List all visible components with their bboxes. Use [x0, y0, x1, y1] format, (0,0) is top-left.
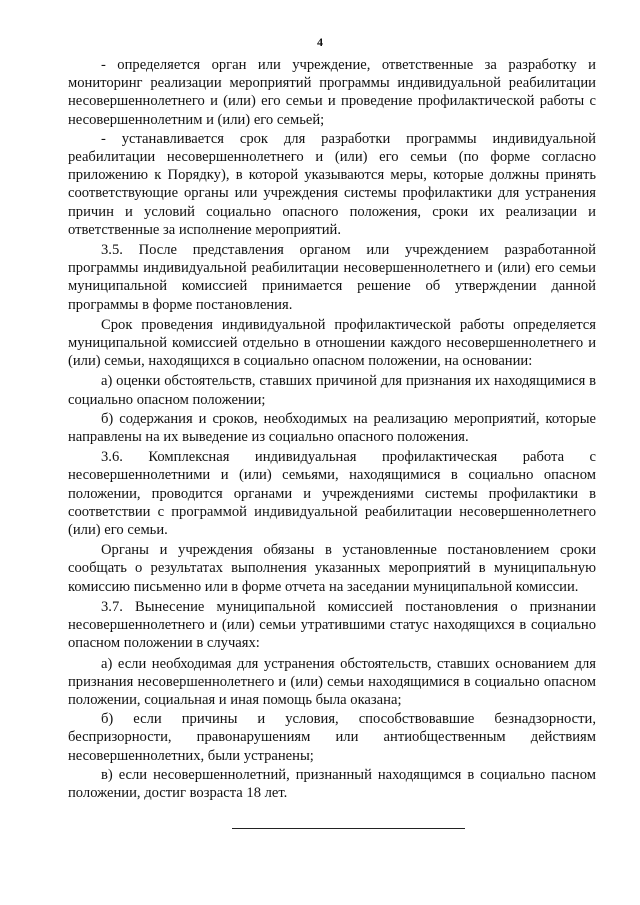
paragraph-work-period: Срок проведения индивидуальной профилактической работы определяется муниципальной комиссией отдельно в отношении каждого несовершеннолетнего и (или) семьи, находящихся в социально опасном положении, на основании: [68, 316, 596, 370]
list-item-b-causes-eliminated: б) если причины и условия, способствовавшие безнадзорности, беспризорности, правонарушениям или антиобщественным действиям несовершеннолетних, были устранены; [68, 711, 596, 764]
page-number: 4 [317, 35, 323, 49]
list-item-b-content-deadlines: б) содержания и сроков, необходимых на реализацию мероприятий, которые направлены на их выведение из социально опасного положения. [68, 410, 596, 446]
paragraph-reporting: Органы и учреждения обязаны в установленные постановлением сроки сообщать о результатах выполнения указанных мероприятий в муниципальную комиссию письменно или в форме отчета на заседании муниципальной комиссии. [68, 542, 596, 595]
paragraph-3-6: 3.6. Комплексная индивидуальная профилактическая работа с несовершеннолетними и (или) семьями, находящимися в социально опасном положении, проводится органами и учреждениями системы профилактики в соответствии с программой индивидуальной реабилитации несовершеннолетнего (или) его семьи. [68, 449, 596, 539]
document-body [68, 56, 596, 802]
list-item-a-assessment: а) оценки обстоятельств, ставших причиной для признания их находящимися в социально опасном положении; [68, 373, 596, 408]
paragraph-3-5: 3.5. После представления органом или учреждением разработанной программы индивидуальной реабилитации несовершеннолетнего и (или) его семьи муниципальной комиссией принимается решение об утверждении данной программы в форме постановления. [68, 242, 596, 313]
list-item-a-help-provided: а) если необходимая для устранения обстоятельств, ставших основанием для признания несовершеннолетнего и (или) семьи находящимися в социально опасном положении, социальная и иная помощь была оказана; [68, 655, 596, 708]
list-item-v-age-reached: в) если несовершеннолетний, признанный находящимся в социально пасном положении, достиг возраста 18 лет. [68, 766, 596, 801]
paragraph-3-7: 3.7. Вынесение муниципальной комиссией постановления о признании несовершеннолетнего и (или) семьи утратившими статус находящихся в социально опасном положении в случаях: [68, 598, 596, 652]
paragraph-program-deadline: - устанавливается срок для разработки программы индивидуальной реабилитации несовершеннолетнего и (или) его семьи (по форме согласно приложению к Порядку), в которой указываются меры, которые должны принять соответствующие органы или учреждения системы профилактики для устранения причин и условий социально опасного положения, сроки их реализации и ответственные за исполнение мероприятий. [68, 130, 596, 238]
closing-divider-line [232, 828, 465, 829]
paragraph-organ-responsible: - определяется орган или учреждение, ответственные за разработку и мониторинг реализации мероприятий программы индивидуальной реабилитации несовершеннолетнего и (или) его семьи и проведение профилактической работы с несовершеннолетним и (или) его семьей; [68, 57, 596, 128]
